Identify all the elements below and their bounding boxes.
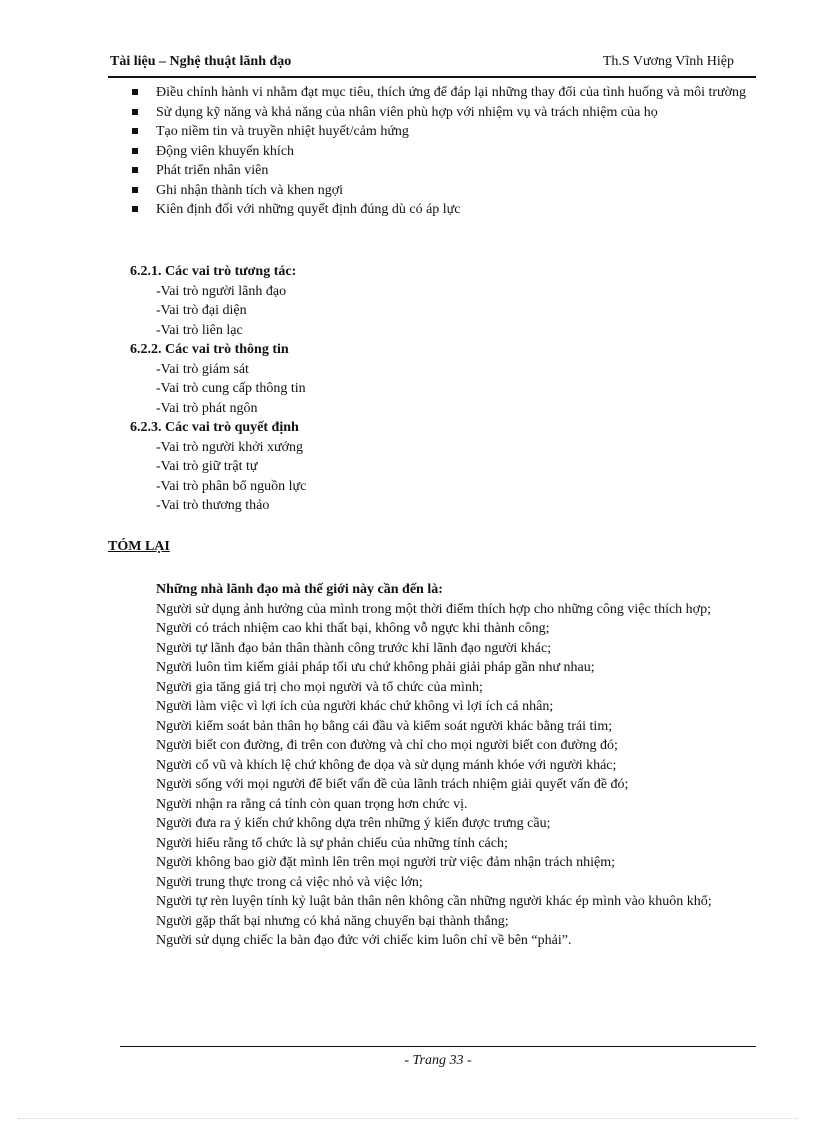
- summary-line: Người biết con đường, đi trên con đường và chỉ cho mọi người biết con đường đó;: [156, 738, 618, 753]
- summary-intro: Những nhà lãnh đạo mà thế giới này cần đến là:: [156, 582, 443, 597]
- role-item: -Vai trò người lãnh đạo: [156, 283, 287, 299]
- summary-line: Người làm việc vì lợi ích của người khác chứ không vì lợi ích cá nhân;: [156, 699, 554, 714]
- page-edge-divider: [18, 1118, 798, 1119]
- role-item: -Vai trò phân bổ nguồn lực: [156, 478, 307, 494]
- bullet-square-icon: [132, 109, 138, 115]
- summary-line: Người có trách nhiệm cao khi thất bại, không vỗ ngực khi thành công;: [156, 621, 550, 636]
- role-item: -Vai trò giám sát: [156, 361, 249, 377]
- bullet-item: Ghi nhận thành tích và khen ngợi: [110, 181, 756, 201]
- bullet-item: Động viên khuyến khích: [110, 142, 756, 162]
- section-heading: 6.2.1. Các vai trò tương tác:: [130, 264, 297, 279]
- summary-line: Người sử dụng chiếc la bàn đạo đức với chiếc kim luôn chỉ về bên “phải”.: [156, 933, 572, 948]
- role-item: -Vai trò đại diện: [156, 303, 247, 318]
- summary-line: Người kiểm soát bản thân họ bằng cái đầu và kiểm soát người khác bằng trái tim;: [156, 718, 613, 734]
- role-item: -Vai trò thương thảo: [156, 498, 270, 513]
- bullet-square-icon: [132, 167, 138, 173]
- role-item: -Vai trò giữ trật tự: [156, 459, 258, 474]
- summary-line: Người tự rèn luyện tính kỷ luật bản thân nên không cần những người khác ép mình vào khuôn khổ;: [156, 894, 712, 909]
- bullet-item: Sử dụng kỹ năng và khả năng của nhân viên phù hợp với nhiệm vụ và trách nhiệm của họ: [110, 103, 756, 123]
- role-item: -Vai trò liên lạc: [156, 322, 243, 338]
- bullet-square-icon: [132, 206, 138, 212]
- roles-section: [130, 262, 730, 516]
- bullet-square-icon: [132, 128, 138, 134]
- document-title: Tài liệu – Nghệ thuật lãnh đạo: [110, 54, 292, 69]
- page-header: [110, 54, 756, 74]
- summary-section: [108, 580, 754, 951]
- summary-line: Người đưa ra ý kiến chứ không dựa trên những ý kiến được trưng cầu;: [156, 816, 551, 831]
- section-heading: 6.2.3. Các vai trò quyết định: [130, 420, 299, 435]
- bullet-list: [110, 83, 756, 220]
- section-heading: 6.2.2. Các vai trò thông tin: [130, 342, 289, 357]
- header-divider: [108, 76, 756, 78]
- bullet-item: Kiên định đối với những quyết định đúng dù có áp lực: [110, 200, 756, 220]
- summary-line: Người luôn tìm kiếm giải pháp tối ưu chứ không phải giải pháp gần như nhau;: [156, 660, 595, 675]
- author-name: Th.S Vương Vĩnh Hiệp: [602, 54, 734, 69]
- summary-line: Người tự lãnh đạo bản thân thành công trước khi lãnh đạo người khác;: [156, 640, 552, 656]
- bullet-item: Tạo niềm tin và truyền nhiệt huyết/cảm hứng: [110, 122, 756, 142]
- role-item: -Vai trò người khởi xướng: [156, 439, 304, 455]
- summary-line: Người gặp thất bại nhưng có khả năng chuyển bại thành thắng;: [156, 913, 509, 929]
- role-item: -Vai trò cung cấp thông tin: [156, 381, 306, 396]
- bullet-item: Phát triển nhân viên: [110, 161, 756, 181]
- role-item: -Vai trò phát ngôn: [156, 400, 258, 416]
- summary-line: Người sống với mọi người để biết vấn đề của lãnh trách nhiệm giải quyết vấn đề đó;: [156, 777, 629, 792]
- summary-line: Người trung thực trong cả việc nhỏ và việc lớn;: [156, 874, 423, 890]
- summary-line: Người nhận ra rằng cá tính còn quan trọng hơn chức vị.: [156, 796, 468, 812]
- summary-line: Người cổ vũ và khích lệ chứ không đe dọa và sử dụng mánh khóe với người khác;: [156, 757, 617, 773]
- bullet-square-icon: [132, 148, 138, 154]
- summary-line: Người gia tăng giá trị cho mọi người và tổ chức của mình;: [156, 679, 483, 695]
- footer-divider: [120, 1046, 756, 1047]
- bullet-square-icon: [132, 89, 138, 95]
- bullet-square-icon: [132, 187, 138, 193]
- summary-line: Người không bao giờ đặt mình lên trên mọi người trừ việc đảm nhận trách nhiệm;: [156, 855, 616, 870]
- bullet-item: Điều chỉnh hành vi nhằm đạt mục tiêu, thích ứng để đáp lại những thay đổi của tình huống và môi trường: [110, 83, 756, 103]
- summary-line: Người sử dụng ảnh hưởng của mình trong một thời điểm thích hợp cho những công việc thích hợp;: [156, 601, 711, 617]
- page-number: - Trang 33 -: [404, 1053, 472, 1068]
- summary-heading: TÓM LẠI: [108, 539, 170, 554]
- summary-line: Người hiểu rằng tổ chức là sự phản chiếu của những tính cách;: [156, 835, 508, 851]
